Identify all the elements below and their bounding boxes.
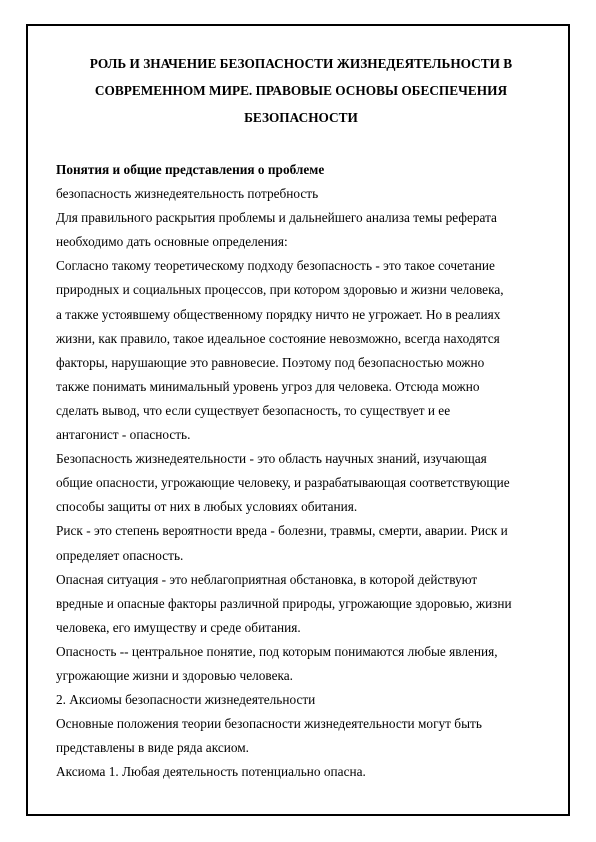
text-line: представлены в виде ряда аксиом.	[56, 740, 249, 756]
text-line: а также устоявшему общественному порядку ничто не угрожает. Но в реалиях	[56, 306, 501, 322]
document-body	[56, 158, 546, 784]
text-line: способы защиты от них в любых условиях обитания.	[56, 499, 358, 515]
title-line-3: БЕЗОПАСНОСТИ	[244, 110, 358, 125]
text-line: определяет опасность.	[56, 547, 184, 563]
text-line: факторы, нарушающие это равновесие. Поэтому под безопасностью можно	[56, 354, 485, 370]
document-content	[56, 50, 546, 784]
text-line: Опасная ситуация - это неблагоприятная обстановка, в которой действуют	[56, 571, 478, 587]
text-line: Аксиома 1. Любая деятельность потенциально опасна.	[56, 764, 366, 780]
text-line: также понимать минимальный уровень угроз для человека. Отсюда можно	[56, 378, 480, 394]
text-line: человека, его имуществу и среде обитания.	[56, 619, 301, 635]
text-line: Согласно такому теоретическому подходу безопасность - это такое сочетание	[56, 258, 495, 274]
text-line: вредные и опасные факторы различной природы, угрожающие здоровью, жизни	[56, 595, 512, 611]
text-line: Для правильного раскрытия проблемы и дальнейшего анализа темы реферата	[56, 210, 497, 226]
text-line: 2. Аксиомы безопасности жизнедеятельности	[56, 692, 316, 708]
section-heading: Понятия и общие представления о проблеме	[56, 162, 325, 177]
text-line: природных и социальных процессов, при котором здоровью и жизни человека,	[56, 282, 504, 298]
document-title	[56, 50, 546, 131]
text-line: антагонист - опасность.	[56, 427, 191, 443]
text-line: необходимо дать основные определения:	[56, 234, 288, 250]
title-line-2: СОВРЕМЕННОМ МИРЕ. ПРАВОВЫЕ ОСНОВЫ ОБЕСПЕЧЕНИЯ	[94, 83, 508, 98]
text-line: жизни, как правило, такое идеальное состояние невозможно, всегда находятся	[56, 330, 500, 346]
text-line: угрожающие жизни и здоровью человека.	[56, 667, 294, 683]
text-line: Риск - это степень вероятности вреда - болезни, травмы, смерти, аварии. Риск и	[56, 523, 508, 539]
text-line: безопасность жизнедеятельность потребность	[56, 186, 319, 202]
text-line: Безопасность жизнедеятельности - это область научных знаний, изучающая	[56, 451, 487, 467]
text-line: Опасность -- центральное понятие, под которым понимаются любые явления,	[56, 643, 498, 659]
text-line: сделать вывод, что если существует безопасность, то существует и ее	[56, 402, 451, 418]
text-line: Основные положения теории безопасности жизнедеятельности могут быть	[56, 716, 482, 732]
text-line: общие опасности, угрожающие человеку, и разрабатывающая соответствующие	[56, 475, 510, 491]
title-line-1: РОЛЬ И ЗНАЧЕНИЕ БЕЗОПАСНОСТИ ЖИЗНЕДЕЯТЕЛЬНОСТИ В	[89, 56, 513, 71]
